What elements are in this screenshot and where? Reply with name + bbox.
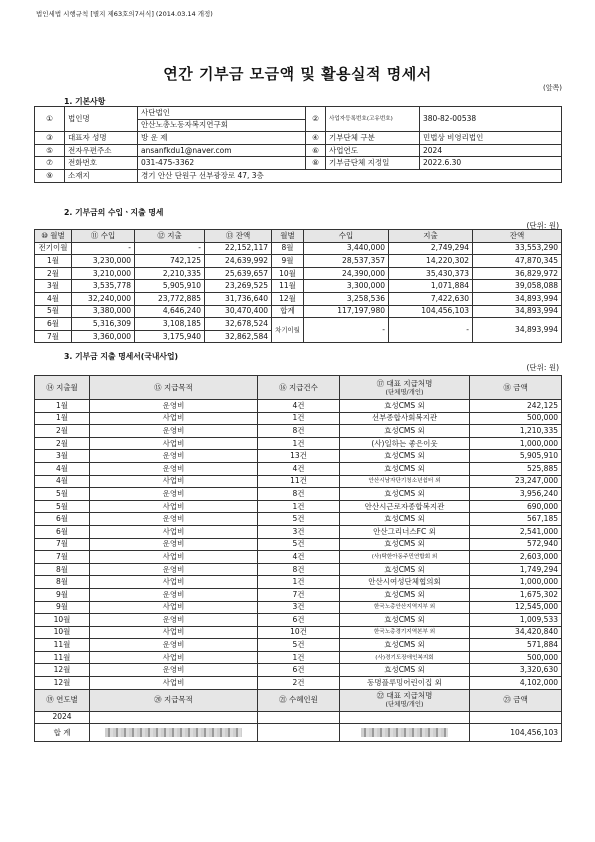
field-value: 2022.6.30 (420, 157, 562, 170)
table-cell: 4월 (35, 292, 72, 305)
table-cell: 6월 (35, 318, 72, 331)
table-cell: 2,210,335 (135, 267, 205, 280)
col-header: ⑬ 잔액 (205, 230, 272, 243)
field-value: 380-82-00538 (420, 107, 562, 132)
table-cell: 사업비 (90, 601, 258, 614)
table-cell: 32,862,584 (205, 330, 272, 343)
table-cell: 25,639,657 (205, 267, 272, 280)
table-cell: 8건 (258, 563, 340, 576)
table-cell: 동명플루밍어린이집 외 (340, 677, 470, 690)
basic-row (35, 107, 562, 120)
table-cell: 2,749,294 (389, 242, 473, 255)
section2-unit: (단위: 원) (526, 221, 559, 230)
field-value: 방 운 제 (138, 132, 306, 145)
table-row (35, 450, 562, 463)
table-cell: 2월 (35, 437, 90, 450)
table-cell: 운영비 (90, 425, 258, 438)
table-cell: 4건 (258, 462, 340, 475)
field-label: 기부단체 구분 (326, 132, 420, 145)
table-cell: 7월 (35, 551, 90, 564)
table-cell: 3,440,000 (304, 242, 389, 255)
table-cell: 117,197,980 (304, 305, 389, 318)
field-label: 전화번호 (65, 157, 138, 170)
table-cell: 30,470,400 (205, 305, 272, 318)
table-row (35, 538, 562, 551)
table-cell: 3건 (258, 601, 340, 614)
section3-heading: 3. 기부금 지출 명세서(국내사업) (64, 352, 179, 361)
table-row (35, 614, 562, 627)
table-row (35, 400, 562, 413)
table-cell: 12월 (35, 664, 90, 677)
recipient-header-sub: (단체명/개인) (385, 387, 424, 396)
field-num: ⑧ (306, 157, 326, 170)
section3-unit: (단위: 원) (526, 363, 559, 372)
table-cell: 사업비 (90, 437, 258, 450)
table-cell: 합계 (272, 305, 304, 318)
table-cell: 전기이월 (35, 242, 72, 255)
col-header (340, 689, 470, 711)
field-label: 소재지 (65, 169, 138, 182)
table-row (35, 576, 562, 589)
col-header: 지출 (389, 230, 473, 243)
table-cell: 운영비 (90, 400, 258, 413)
field-label: 대표자 성명 (65, 132, 138, 145)
table-cell: 1,009,533 (470, 614, 562, 627)
table-row (35, 267, 562, 280)
table-cell: 8월 (272, 242, 304, 255)
col-header: ⑳ 지급목적 (90, 689, 258, 711)
table-cell: 23,269,525 (205, 280, 272, 293)
table-cell: 2월 (35, 267, 72, 280)
table-cell: 효성CMS 외 (340, 588, 470, 601)
table-cell: 사업비 (90, 525, 258, 538)
table-cell: 14,220,302 (389, 255, 473, 268)
table-cell: 효성CMS 외 (340, 538, 470, 551)
col-header: 월별 (272, 230, 304, 243)
section2-heading: 2. 기부금의 수입ㆍ지출 명세 (64, 208, 164, 217)
table-cell: 4건 (258, 400, 340, 413)
table-cell: 7월 (35, 538, 90, 551)
table-row (35, 711, 562, 724)
table-cell: 4월 (35, 462, 90, 475)
table-cell: 5건 (258, 513, 340, 526)
table-row (35, 437, 562, 450)
table-cell: 12,545,000 (470, 601, 562, 614)
table-cell: 1,000,000 (470, 437, 562, 450)
table-cell: 운영비 (90, 639, 258, 652)
table-cell: 효성CMS 외 (340, 563, 470, 576)
table-cell: 39,058,088 (473, 280, 562, 293)
table-header-row (35, 230, 562, 243)
table-cell: 3건 (258, 525, 340, 538)
field-value: 사단법인 (138, 107, 306, 120)
table-row (35, 639, 562, 652)
table-cell: 1건 (258, 412, 340, 425)
total-row (35, 724, 562, 742)
table-cell: 500,000 (470, 412, 562, 425)
table-cell: 7월 (35, 330, 72, 343)
table-cell: 10건 (258, 626, 340, 639)
table-cell: 사업비 (90, 551, 258, 564)
table-cell: 32,678,524 (205, 318, 272, 331)
table-cell: 운영비 (90, 588, 258, 601)
table-cell: 사업비 (90, 651, 258, 664)
field-num: ② (306, 107, 326, 132)
table-cell: 안산시여성단체협의회 (340, 576, 470, 589)
table-cell: 안산시남자단기청소년쉼터 외 (340, 475, 470, 488)
table-cell: 2,603,000 (470, 551, 562, 564)
table-row (35, 677, 562, 690)
basic-row (35, 169, 562, 182)
table-cell: 1건 (258, 437, 340, 450)
redacted-cell (340, 724, 470, 742)
table-cell: 3,380,000 (72, 305, 135, 318)
table-row (35, 626, 562, 639)
table-cell: 4건 (258, 551, 340, 564)
table-cell: 23,772,885 (135, 292, 205, 305)
table-cell: 9월 (272, 255, 304, 268)
table-cell: 7건 (258, 588, 340, 601)
page-side-label: (앞쪽) (543, 84, 562, 92)
table-row (35, 242, 562, 255)
table-cell: 3,258,536 (304, 292, 389, 305)
table-cell: 1건 (258, 500, 340, 513)
field-value: 031-475-3362 (138, 157, 306, 170)
table-cell: 2024 (35, 711, 90, 724)
table-row (35, 551, 562, 564)
table-cell: 효성CMS 외 (340, 488, 470, 501)
table-cell: 1월 (35, 412, 90, 425)
table-cell: 34,420,840 (470, 626, 562, 639)
field-value: 경기 안산 단원구 선부광장로 47, 3층 (138, 169, 562, 182)
table-cell: 한국노총경기지역본부 외 (340, 626, 470, 639)
table-cell: 운영비 (90, 462, 258, 475)
table-cell: 운영비 (90, 488, 258, 501)
table-cell: 운영비 (90, 538, 258, 551)
table-cell: 6월 (35, 513, 90, 526)
redacted-block (105, 728, 242, 737)
table-cell: 11월 (35, 651, 90, 664)
table-cell: - (135, 242, 205, 255)
col-header: ⑫ 지출 (135, 230, 205, 243)
table-cell: 사업비 (90, 500, 258, 513)
table-cell: 23,247,000 (470, 475, 562, 488)
table-cell: 3,175,940 (135, 330, 205, 343)
table-cell: 571,884 (470, 639, 562, 652)
table-cell (258, 711, 340, 724)
table-cell: 10월 (35, 614, 90, 627)
table-cell: 28,537,357 (304, 255, 389, 268)
table-cell: 5,316,309 (72, 318, 135, 331)
col-header: ⑭ 지출월 (35, 376, 90, 400)
recipient-header-line: ⑰ 대표 지급처명 (376, 378, 433, 388)
table-cell: 5월 (35, 488, 90, 501)
table-row (35, 280, 562, 293)
col-header: ⑪ 수입 (72, 230, 135, 243)
table-cell: 5건 (258, 538, 340, 551)
table-cell: 36,829,972 (473, 267, 562, 280)
col-header: ⑮ 지급목적 (90, 376, 258, 400)
table-cell: 690,000 (470, 500, 562, 513)
col-header: 수입 (304, 230, 389, 243)
table-cell: 효성CMS 외 (340, 664, 470, 677)
income-expense-table (34, 229, 562, 343)
table-cell: 차기이월 (272, 318, 304, 343)
table-cell: 운영비 (90, 664, 258, 677)
table-cell: 34,893,994 (473, 292, 562, 305)
field-value: 민법상 비영리법인 (420, 132, 562, 145)
table-cell: 안산시근로자종합복지관 (340, 500, 470, 513)
table-cell: 47,870,345 (473, 255, 562, 268)
table-cell: 운영비 (90, 563, 258, 576)
field-label: 사업연도 (326, 144, 420, 157)
expense-detail-table (34, 375, 562, 742)
basic-row (35, 144, 562, 157)
table-cell: 3,535,778 (72, 280, 135, 293)
table-row (35, 462, 562, 475)
table-cell: 6월 (35, 525, 90, 538)
table-cell: 3,210,000 (72, 267, 135, 280)
table-cell: 사업비 (90, 475, 258, 488)
table-cell: 572,940 (470, 538, 562, 551)
redacted-block (361, 728, 448, 737)
field-value: 2024 (420, 144, 562, 157)
table-cell: 35,430,373 (389, 267, 473, 280)
col-header: ⑱ 금액 (470, 376, 562, 400)
table-cell: 11건 (258, 475, 340, 488)
table-row (35, 318, 562, 331)
table-row (35, 488, 562, 501)
total-amount: 104,456,103 (470, 724, 562, 742)
table-cell: 사업비 (90, 677, 258, 690)
table-cell: 4,646,240 (135, 305, 205, 318)
table-cell (90, 711, 258, 724)
table-cell: 1건 (258, 651, 340, 664)
section1-heading: 1. 기본사항 (64, 97, 106, 106)
table-row (35, 425, 562, 438)
table-row (35, 664, 562, 677)
table-cell: 567,185 (470, 513, 562, 526)
table-cell: 사업비 (90, 576, 258, 589)
table-cell: 34,893,994 (473, 305, 562, 318)
table-cell: 5월 (35, 305, 72, 318)
table-cell: 2건 (258, 677, 340, 690)
table-cell: - (72, 242, 135, 255)
table-cell: 12월 (35, 677, 90, 690)
field-num: ⑥ (306, 144, 326, 157)
table-cell: 효성CMS 외 (340, 462, 470, 475)
table-cell (470, 711, 562, 724)
table-cell: (사)경기도장애인복지회 (340, 651, 470, 664)
table-cell: 22,152,117 (205, 242, 272, 255)
table-cell: 1,000,000 (470, 576, 562, 589)
table-cell: 104,456,103 (389, 305, 473, 318)
table-cell: 2월 (35, 425, 90, 438)
table-cell: 1건 (258, 576, 340, 589)
table-row (35, 292, 562, 305)
field-label: 사업자등록번호(고유번호) (326, 107, 420, 132)
table-cell: 3,956,240 (470, 488, 562, 501)
recipient-header-line: ㉒ 대표 지급처명 (376, 691, 433, 701)
table-cell: 10월 (35, 626, 90, 639)
basic-info-table (34, 106, 562, 183)
table-cell: 11월 (272, 280, 304, 293)
col-header: ⑲ 연도별 (35, 689, 90, 711)
table-cell (340, 711, 470, 724)
field-num: ① (35, 107, 65, 132)
table-cell: 13건 (258, 450, 340, 463)
field-num: ④ (306, 132, 326, 145)
table-cell: 9월 (35, 588, 90, 601)
table-cell: 1월 (35, 400, 90, 413)
table-cell: 2,541,000 (470, 525, 562, 538)
table-cell: 효성CMS 외 (340, 639, 470, 652)
table-cell: 3,230,000 (72, 255, 135, 268)
basic-row (35, 132, 562, 145)
table-cell: 3,300,000 (304, 280, 389, 293)
table-row (35, 525, 562, 538)
table-cell: 11월 (35, 639, 90, 652)
field-num: ⑤ (35, 144, 65, 157)
field-num: ⑦ (35, 157, 65, 170)
table-cell: 5,905,910 (470, 450, 562, 463)
field-value: 안산노총노동자복지연구회 (138, 119, 306, 132)
table-cell: 31,736,640 (205, 292, 272, 305)
table-row (35, 412, 562, 425)
table-cell: 12월 (272, 292, 304, 305)
table-cell: 4,102,000 (470, 677, 562, 690)
table-cell: 8월 (35, 576, 90, 589)
table-cell: 1월 (35, 255, 72, 268)
table-cell: - (304, 318, 389, 343)
table-cell: 3,320,630 (470, 664, 562, 677)
table-cell: 500,000 (470, 651, 562, 664)
table-cell: 3,360,000 (72, 330, 135, 343)
table-cell: 242,125 (470, 400, 562, 413)
table-cell: 8월 (35, 563, 90, 576)
table-cell: (사)일하는 좋은이웃 (340, 437, 470, 450)
table-cell: 34,893,994 (473, 318, 562, 343)
table-cell: 3월 (35, 450, 90, 463)
table-cell: 6건 (258, 664, 340, 677)
table-row (35, 305, 562, 318)
col-header: 잔액 (473, 230, 562, 243)
table-cell: 효성CMS 외 (340, 614, 470, 627)
table-cell: 1,210,335 (470, 425, 562, 438)
table-cell: 32,240,000 (72, 292, 135, 305)
table-row (35, 651, 562, 664)
table-cell: 효성CMS 외 (340, 450, 470, 463)
table-cell: 4월 (35, 475, 90, 488)
col-header: ⑯ 지급건수 (258, 376, 340, 400)
table-cell: - (389, 318, 473, 343)
field-value: ansanfkdu1@naver.com (138, 144, 306, 157)
field-num: ③ (35, 132, 65, 145)
table-cell: 효성CMS 외 (340, 425, 470, 438)
table-cell: 운영비 (90, 614, 258, 627)
table-cell: 1,749,294 (470, 563, 562, 576)
table-cell: (사)탁한아동주민연합회 외 (340, 551, 470, 564)
table-cell: 운영비 (90, 513, 258, 526)
table-cell: 24,639,992 (205, 255, 272, 268)
table-cell: 3,108,185 (135, 318, 205, 331)
table-row (35, 601, 562, 614)
table-cell: 운영비 (90, 450, 258, 463)
table-cell: 742,125 (135, 255, 205, 268)
table-cell: 5,905,910 (135, 280, 205, 293)
table-cell: 8건 (258, 425, 340, 438)
table-cell: 사업비 (90, 626, 258, 639)
basic-row (35, 157, 562, 170)
table-row (35, 563, 562, 576)
form-title: 연간 기부금 모금액 및 활용실적 명세서 (163, 65, 432, 83)
table-cell: 한국노총안산지역지부 외 (340, 601, 470, 614)
table-cell: 7,422,630 (389, 292, 473, 305)
table-header-row (35, 689, 562, 711)
col-header: ⑩ 월별 (35, 230, 72, 243)
table-cell: 6건 (258, 614, 340, 627)
table-cell: 안산그리너스FC 외 (340, 525, 470, 538)
table-cell: 5월 (35, 500, 90, 513)
table-cell: 1,675,302 (470, 588, 562, 601)
recipient-header-sub: (단체명/개인) (385, 700, 424, 709)
table-cell: 525,885 (470, 462, 562, 475)
field-label: 기부금단체 지정일 (326, 157, 420, 170)
field-label: 법인명 (65, 107, 138, 132)
table-row (35, 475, 562, 488)
col-header: ㉑ 수혜인원 (258, 689, 340, 711)
form-header-note: 법인세법 시행규칙 [별지 제63호의7서식] (2014.03.14 개정) (36, 10, 213, 18)
field-num: ⑨ (35, 169, 65, 182)
table-cell: 1,071,884 (389, 280, 473, 293)
field-label: 전자우편주소 (65, 144, 138, 157)
table-cell: 5건 (258, 639, 340, 652)
table-row (35, 500, 562, 513)
table-cell: 사업비 (90, 412, 258, 425)
table-cell: 선부종합사회복지관 (340, 412, 470, 425)
table-header-row (35, 376, 562, 400)
redacted-cell (90, 724, 258, 742)
table-cell: 효성CMS 외 (340, 400, 470, 413)
table-row (35, 513, 562, 526)
table-cell: 효성CMS 외 (340, 513, 470, 526)
table-cell: 3월 (35, 280, 72, 293)
table-row (35, 588, 562, 601)
table-cell: 10월 (272, 267, 304, 280)
total-label: 합 계 (35, 724, 90, 742)
table-cell: 8건 (258, 488, 340, 501)
table-row (35, 255, 562, 268)
table-cell: 9월 (35, 601, 90, 614)
table-cell: 24,390,000 (304, 267, 389, 280)
table-cell: 33,553,290 (473, 242, 562, 255)
table-cell (258, 724, 340, 742)
col-header: ㉓ 금액 (470, 689, 562, 711)
col-header (340, 376, 470, 400)
